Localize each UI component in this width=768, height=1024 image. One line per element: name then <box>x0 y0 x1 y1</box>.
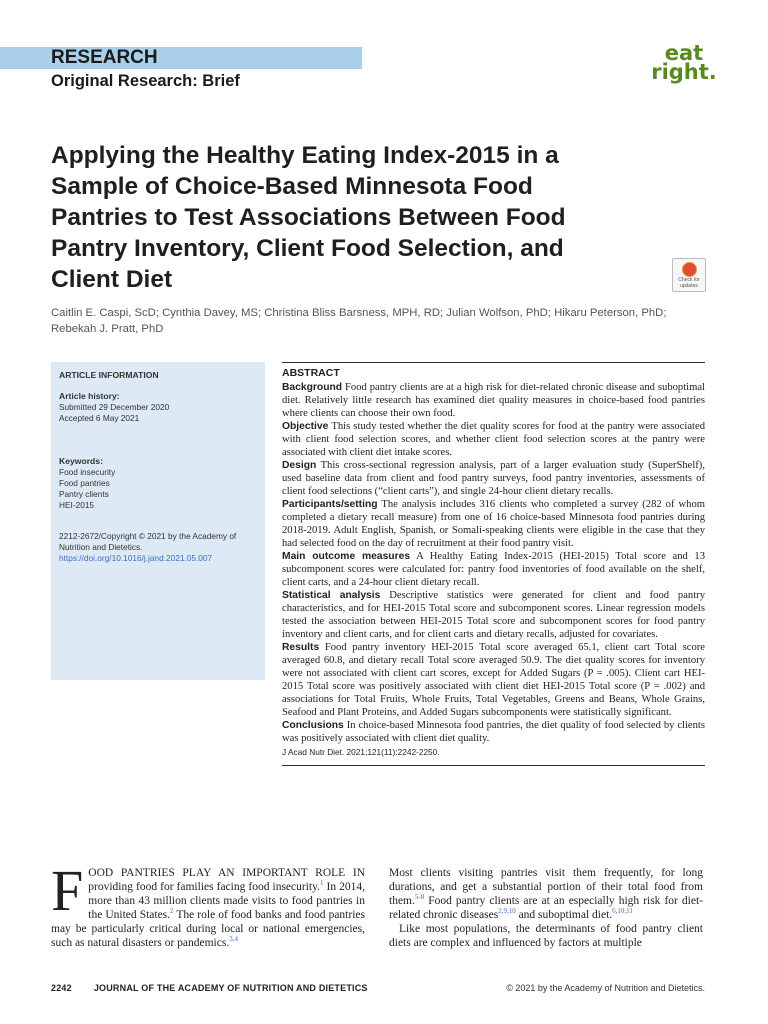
doi-link[interactable]: https://doi.org/10.1016/j.jand.2021.05.007 <box>59 553 213 563</box>
journal-name: JOURNAL OF THE ACADEMY OF NUTRITION AND DIETETICS <box>93 983 368 993</box>
crossmark-label: Check for updates <box>678 277 700 289</box>
keyword: HEI-2015 <box>59 500 95 510</box>
reference-link[interactable]: 2,9,10 <box>498 907 516 916</box>
abstract-statistical-analysis <box>282 589 705 641</box>
body-column-2 <box>389 866 703 950</box>
eatright-logo <box>648 41 720 84</box>
body-text: Most clients visiting pantries visit them frequently, for long durations, and get a substantial portion of their total food from them. <box>389 867 703 907</box>
abstract-heading: ABSTRACT <box>282 367 340 379</box>
body-text: Like most populations, the determinants of food pantry client diets are complex and influenced by factors at multiple <box>389 923 703 949</box>
section-text: Food pantry inventory HEI-2015 Total score averaged 65.1, client cart Total score averaged 60.8, and dietary recall Total score averaged 50.9. The diet quality scores for inventory were not associated with client cart scores, except for Added Sugars (P = .005). Client cart HEI-2015 Total score was positively associated with client diet HEI-2015 Total score (P = .002) and associations for Total Fruits, Whole Fruits, Total Vegetables, Greens and Beans, Whole Grains, Seafood and Plant Proteins, and Added Sugars subcomponents were statistically significant. <box>282 642 705 718</box>
reference-link[interactable]: 5-8 <box>414 893 425 902</box>
crossmark-icon <box>682 262 697 277</box>
page-number: 2242 <box>51 983 72 993</box>
reference-link[interactable]: 2 <box>170 907 174 916</box>
section-text: In choice-based Minnesota food pantries, the diet quality of food selected by clients was positively associated with client diet quality. <box>282 720 705 744</box>
history-label: Article history: <box>59 391 120 401</box>
body-text: and suboptimal diet. <box>515 909 613 921</box>
body-text: The role of food banks and food pantries may be particularly critical during local or national emergencies, such as natural disasters or pandemics. <box>51 909 365 949</box>
keyword: Pantry clients <box>59 489 109 499</box>
section-text: Food pantry clients are at a high risk for diet-related chronic disease and suboptimal diet. Relatively little research has examined diet quality measures in choice-based food pantries where clients can choose their own food. <box>282 382 705 419</box>
abstract-design <box>282 459 705 498</box>
body-text: In 2014, more than 43 million clients made visits to food pantries in the United States. <box>88 881 365 921</box>
article-info-heading: ARTICLE INFORMATION <box>59 370 159 380</box>
abstract <box>282 362 705 766</box>
section-text: A Healthy Eating Index-2015 (HEI-2015) Total score and 13 subcomponent scores were calculated for: pantry food inventories of food available on the shelf, client carts, and a 24-hour client dietary recall. <box>282 551 705 588</box>
abstract-divider <box>282 759 705 766</box>
section-label: Design <box>282 460 317 471</box>
section-label: Main outcome measures <box>282 551 411 562</box>
check-for-updates-badge[interactable] <box>672 258 706 292</box>
abstract-objective <box>282 420 705 459</box>
abstract-results <box>282 641 705 719</box>
article-info-box <box>51 362 265 680</box>
keyword: Food pantries <box>59 478 110 488</box>
reference-link[interactable]: 1 <box>319 879 324 888</box>
section-label: Objective <box>282 421 329 432</box>
abstract-outcome-measures <box>282 550 705 589</box>
accepted-date: Accepted 6 May 2021 <box>59 413 140 423</box>
journal-citation: J Acad Nutr Diet. 2021;121(11):2242-2250. <box>282 747 440 757</box>
article-title: Applying the Healthy Eating Index-2015 in a Sample of Choice-Based Minnesota Food Pantries to Test Associations Between Food Pantry Inventory, Client Food Selection, and Client Diet <box>51 142 566 293</box>
section-text: The analysis includes 316 clients who completed a survey (282 of whom completed a dietary recall measure) from one of 16 choice-based Minnesota food pantries during 2018-2019. Adult English, Spanish, or Somali-speaking clients were eligible in the case that they had selected food on the day of recruitment at their food pantry visit. <box>282 499 705 549</box>
logo-line-2: right. <box>651 60 717 84</box>
section-text: This cross-sectional regression analysis, part of a larger evaluation study (SuperShelf), used baseline data from client and food pantry surveys, food pantry inventories, assessments of client food selections (“client carts”), and single 24-hour client dietary recalls. <box>282 460 705 497</box>
keywords-label: Keywords: <box>59 456 103 466</box>
body-text: Food pantry clients are at an especially high risk for diet-related chronic diseases <box>389 895 703 921</box>
logo-line-1: eat <box>664 41 704 65</box>
abstract-background <box>282 381 705 420</box>
submitted-date: Submitted 29 December 2020 <box>59 402 170 412</box>
page-footer-left <box>51 983 368 993</box>
article-type: Original Research: Brief <box>51 72 240 90</box>
section-label: RESEARCH <box>51 47 158 68</box>
section-label: Results <box>282 642 320 653</box>
author-list: Caitlin E. Caspi, ScD; Cynthia Davey, MS; Christina Bliss Barsness, MPH, RD; Julian Wolfson, PhD; Hikaru Peterson, PhD; Rebekah J. Pratt, PhD <box>51 307 667 335</box>
reference-link[interactable]: 3,4 <box>229 935 238 944</box>
body-column-1 <box>51 858 365 950</box>
reference-link[interactable]: 6,10,11 <box>612 907 633 916</box>
footer-copyright: © 2021 by the Academy of Nutrition and Dietetics. <box>506 983 705 993</box>
section-label: Participants/setting <box>282 499 378 510</box>
copyright-notice: 2212-2672/Copyright © 2021 by the Academy of Nutrition and Dietetics. <box>59 531 237 552</box>
section-text: Descriptive statistics were generated for client and food pantry characteristics, and for HEI-2015 Total score and subcomponent scores. Linear regression models tested the association between HEI-2015 Total score and subcomponent scores for food pantry inventory and client carts, and for client carts and dietary recalls, adjusted for covariates. <box>282 590 705 640</box>
abstract-participants <box>282 498 705 550</box>
abstract-conclusions <box>282 719 705 745</box>
keyword: Food insecurity <box>59 467 116 477</box>
drop-cap: F <box>51 858 84 923</box>
section-text: This study tested whether the diet quality scores for food at the pantry were associated with client food selection scores, and whether client food selection scores at the pantry were associated with client diet intake scores. <box>282 421 705 458</box>
section-label: Background <box>282 382 343 393</box>
section-label: Statistical analysis <box>282 590 381 601</box>
body-text: OOD PANTRIES PLAY AN IMPORTANT ROLE IN providing food for families facing food insecurity. <box>88 867 365 893</box>
section-label: Conclusions <box>282 720 344 731</box>
